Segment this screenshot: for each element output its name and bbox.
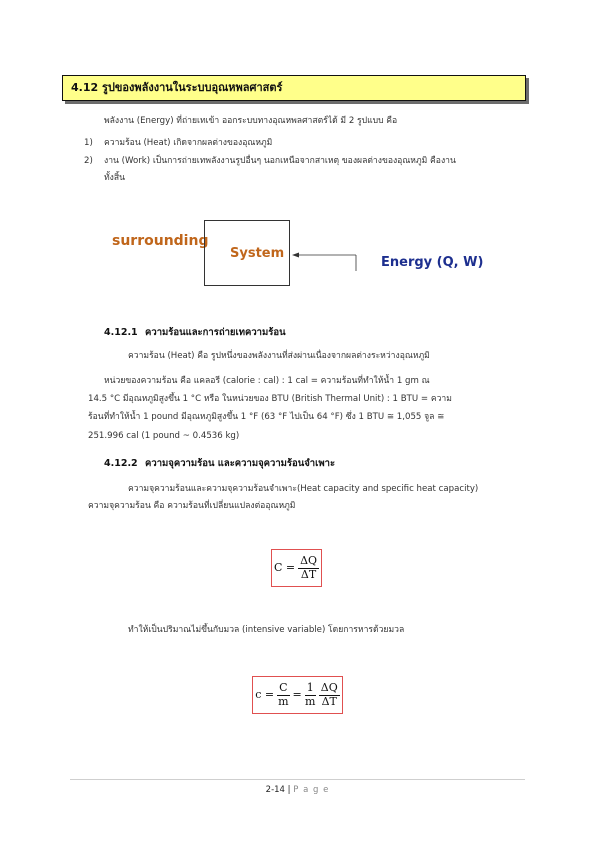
system-label: System xyxy=(230,246,285,261)
subsection-1-title: ความร้อนและการถ่ายเทความร้อน xyxy=(145,327,286,338)
footer-divider xyxy=(70,779,525,780)
heat-units-line-4: 251.996 cal (1 pound ~ 0.4536 kg) xyxy=(88,431,240,441)
formula2-num-2: 1 xyxy=(306,680,314,694)
formula2-num-3: ΔQ xyxy=(320,680,338,694)
formula2-num-1: C xyxy=(279,680,288,694)
heat-capacity-line-2: ความจุความร้อน คือ ความร้อนที่เปลี่ยนแปลงต่ออุณหภูมิ xyxy=(88,501,296,511)
formula2-den-3: ΔT xyxy=(321,694,337,708)
arrow-head-icon xyxy=(292,253,299,258)
subsection-2-title: ความจุความร้อน และความจุความร้อนจำเพาะ xyxy=(145,458,336,469)
list-num-1: 1) xyxy=(84,138,93,148)
page-number: 2-14 xyxy=(265,785,285,795)
subsection-1-number: 4.12.1 xyxy=(104,327,138,338)
formula2-frac-2 xyxy=(305,682,316,708)
energy-arrow xyxy=(290,248,370,274)
list-item-work-cont: ทั้งสิ้น xyxy=(104,173,125,183)
formula2-den-1: m xyxy=(278,694,289,708)
intensive-text: ทำให้เป็นปริมาณไม่ขึ้นกับมวล (intensive variable) โดยการหารด้วยมวล xyxy=(128,625,405,635)
formula1-fraction xyxy=(298,555,319,581)
formula2-equals: = xyxy=(292,688,302,702)
formula-heat-capacity xyxy=(271,549,322,587)
page-separator: | xyxy=(287,785,291,795)
list-item-work: งาน (Work) เป็นการถ่ายเทพลังงานรูปอื่นๆ นอกเหนือจากสาเหตุ ของผลต่างของอุณหภูมิ คืองาน xyxy=(104,156,456,166)
list-num-2: 2) xyxy=(84,156,93,166)
heat-units-line-3: ร้อนที่ทำให้น้ำ 1 pound มีอุณหภูมิสูงขึ้น 1 °F (63 °F ไปเป็น 64 °F) ซึ่ง 1 BTU ≅ 1,055 จูล ≅ xyxy=(88,412,445,422)
list-item-heat: ความร้อน (Heat) เกิดจากผลต่างของอุณหภูมิ xyxy=(104,138,273,148)
heat-capacity-line-1: ความจุความร้อนและความจุความร้อนจำเพาะ(Heat capacity and specific heat capacity) xyxy=(128,484,479,494)
formula1-lhs: C = xyxy=(273,561,296,575)
formula2-den-2: m xyxy=(305,694,316,708)
section-title: 4.12 รูปของพลังงานในระบบอุณหพลศาสตร์ xyxy=(62,75,526,101)
formula1-numerator: ΔQ xyxy=(300,553,318,567)
page-label: P a g e xyxy=(293,785,330,795)
formula-specific-heat xyxy=(252,676,343,714)
formula1-denominator: ΔT xyxy=(300,567,317,581)
subsection-2-number: 4.12.2 xyxy=(104,458,138,469)
surrounding-label: surrounding xyxy=(112,233,209,249)
energy-label: Energy (Q, W) xyxy=(381,255,484,270)
formula2-lhs: c = xyxy=(255,688,275,702)
intro-text: พลังงาน (Energy) ที่ถ่ายเทเข้า ออกระบบทางอุณหพลศาสตร์ได้ มี 2 รูปแบบ คือ xyxy=(104,116,398,126)
heat-definition: ความร้อน (Heat) คือ รูปหนึ่งของพลังงานที่ส่งผ่านเนื่องจากผลต่างระหว่างอุณหภูมิ xyxy=(128,351,430,361)
formula2-frac-3 xyxy=(319,682,340,708)
page-footer xyxy=(0,784,595,796)
heat-units-line-2: 14.5 °C มีอุณหภูมิสูงขึ้น 1 °C หรือ ในหน่วยของ BTU (British Thermal Unit) : 1 BTU = ความ xyxy=(88,394,452,404)
formula2-frac-1 xyxy=(277,682,289,708)
heat-units-line-1: หน่วยของความร้อน คือ แคลอรี (calorie : cal) : 1 cal = ความร้อนที่ทำให้น้ำ 1 gm ณ xyxy=(104,376,430,386)
